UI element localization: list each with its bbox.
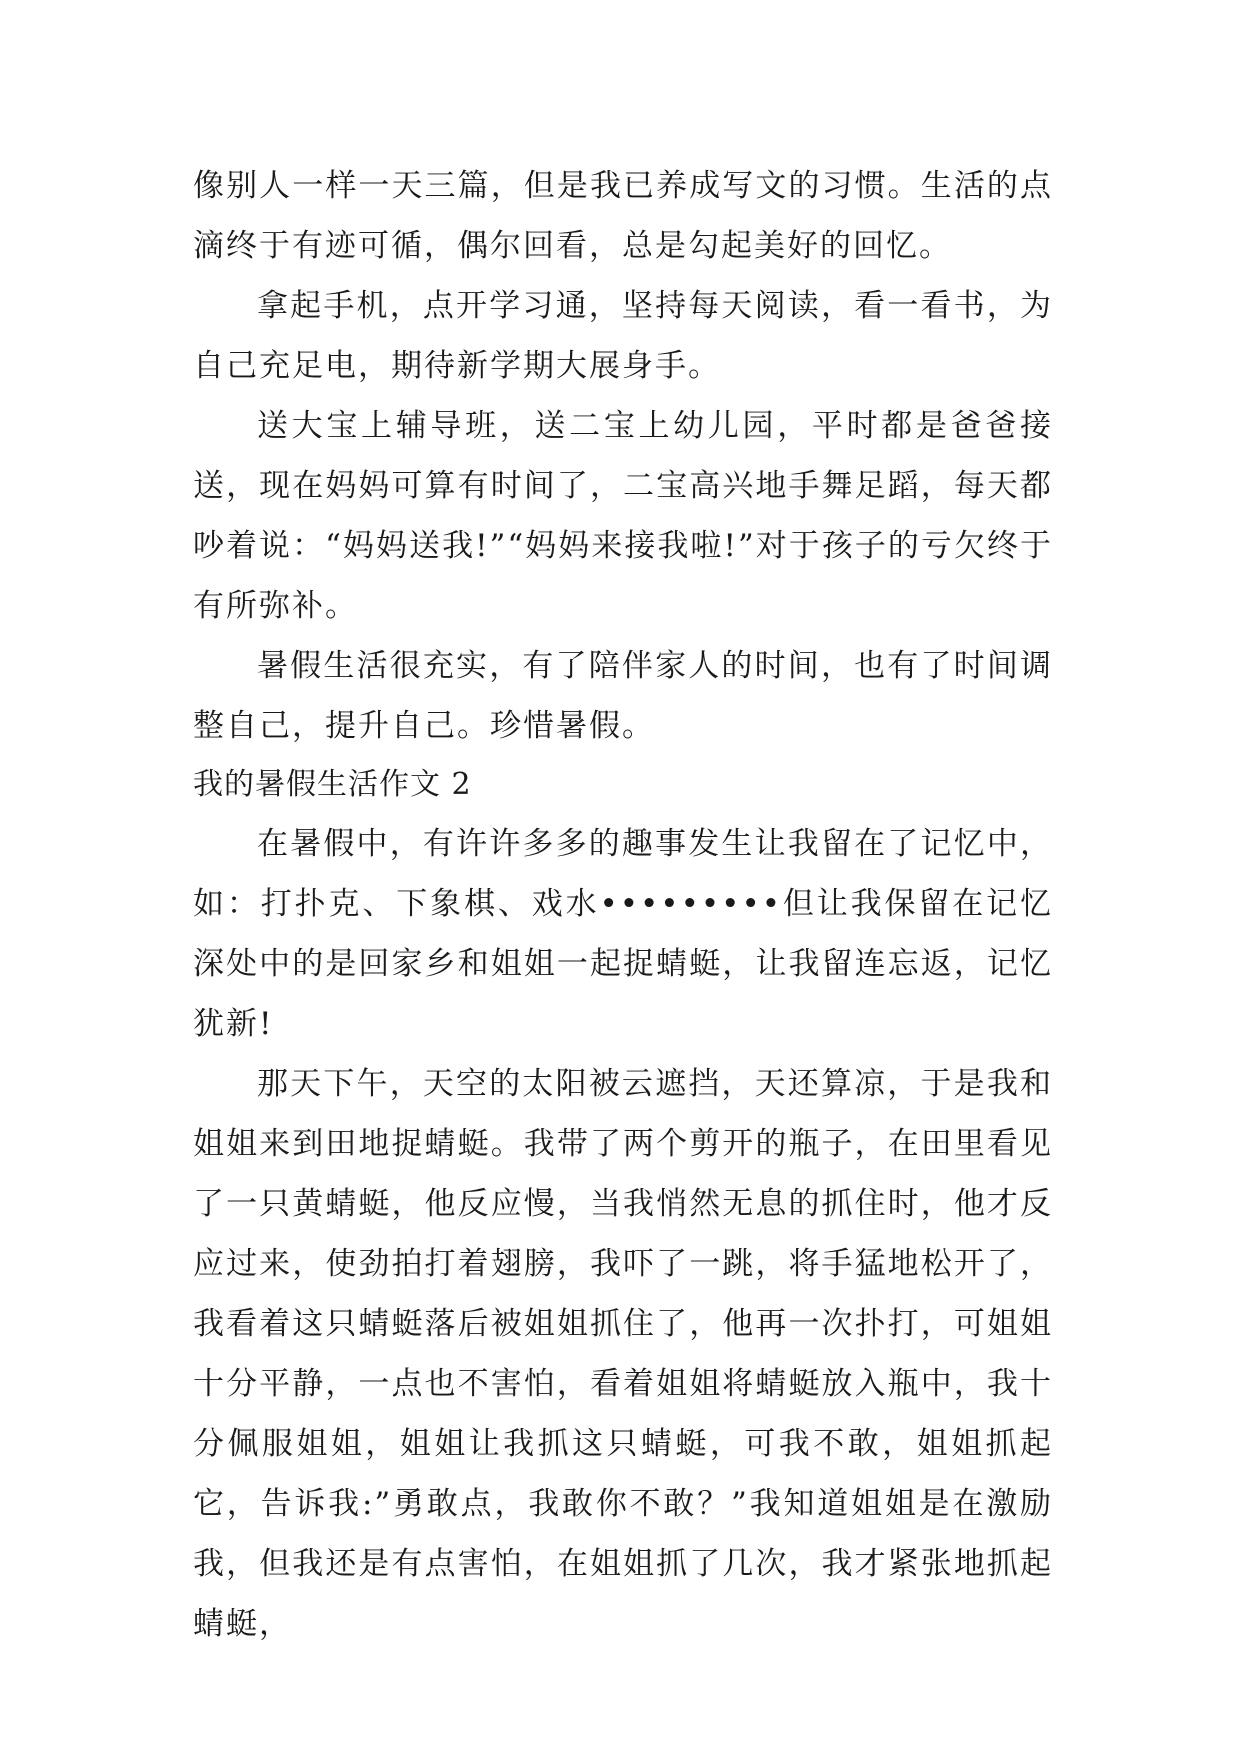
paragraph-5: 在暑假中，有许许多多的趣事发生让我留在了记忆中，如：打扑克、下象棋、戏水•••••••••但让我保留在记忆深处中的是回家乡和姐姐一起捉蜻蜓，让我留连忘返，记忆犹新! bbox=[193, 826, 1053, 1042]
section-heading: 我的暑假生活作文 2 bbox=[193, 767, 472, 802]
paragraph-6: 那天下午，天空的太阳被云遮挡，天还算凉，于是我和姐姐来到田地捉蜻蜓。我带了两个剪开的瓶子，在田里看见了一只黄蜻蜓，他反应慢，当我悄然无息的抓住时，他才反应过来，使劲拍打着翅膀，我吓了一跳，将手猛地松开了，我看着这只蜻蜓落后被姐姐抓住了，他再一次扑打，可姐姐十分平静，一点也不害怕，看着姐姐将蜻蜓放入瓶中，我十分佩服姐姐，姐姐让我抓这只蜻蜓，可我不敢，姐姐抓起它，告诉我:”勇敢点，我敢你不敢？”我知道姐姐是在激励我，但我还是有点害怕，在姐姐抓了几次，我才紧张地抓起蜻蜓， bbox=[193, 1066, 1053, 1642]
paragraph-2: 拿起手机，点开学习通，坚持每天阅读，看一看书，为自己充足电，期待新学期大展身手。 bbox=[193, 288, 1053, 384]
document-body bbox=[193, 156, 1053, 1654]
paragraph-4: 暑假生活很充实，有了陪伴家人的时间，也有了时间调整自己，提升自己。珍惜暑假。 bbox=[193, 648, 1053, 744]
paragraph-1: 像别人一样一天三篇，但是我已养成写文的习惯。生活的点滴终于有迹可循，偶尔回看，总是勾起美好的回忆。 bbox=[193, 168, 1053, 264]
paragraph-3: 送大宝上辅导班，送二宝上幼儿园，平时都是爸爸接送，现在妈妈可算有时间了，二宝高兴地手舞足蹈，每天都吵着说：“妈妈送我!”“妈妈来接我啦!”对于孩子的亏欠终于有所弥补。 bbox=[193, 408, 1053, 624]
